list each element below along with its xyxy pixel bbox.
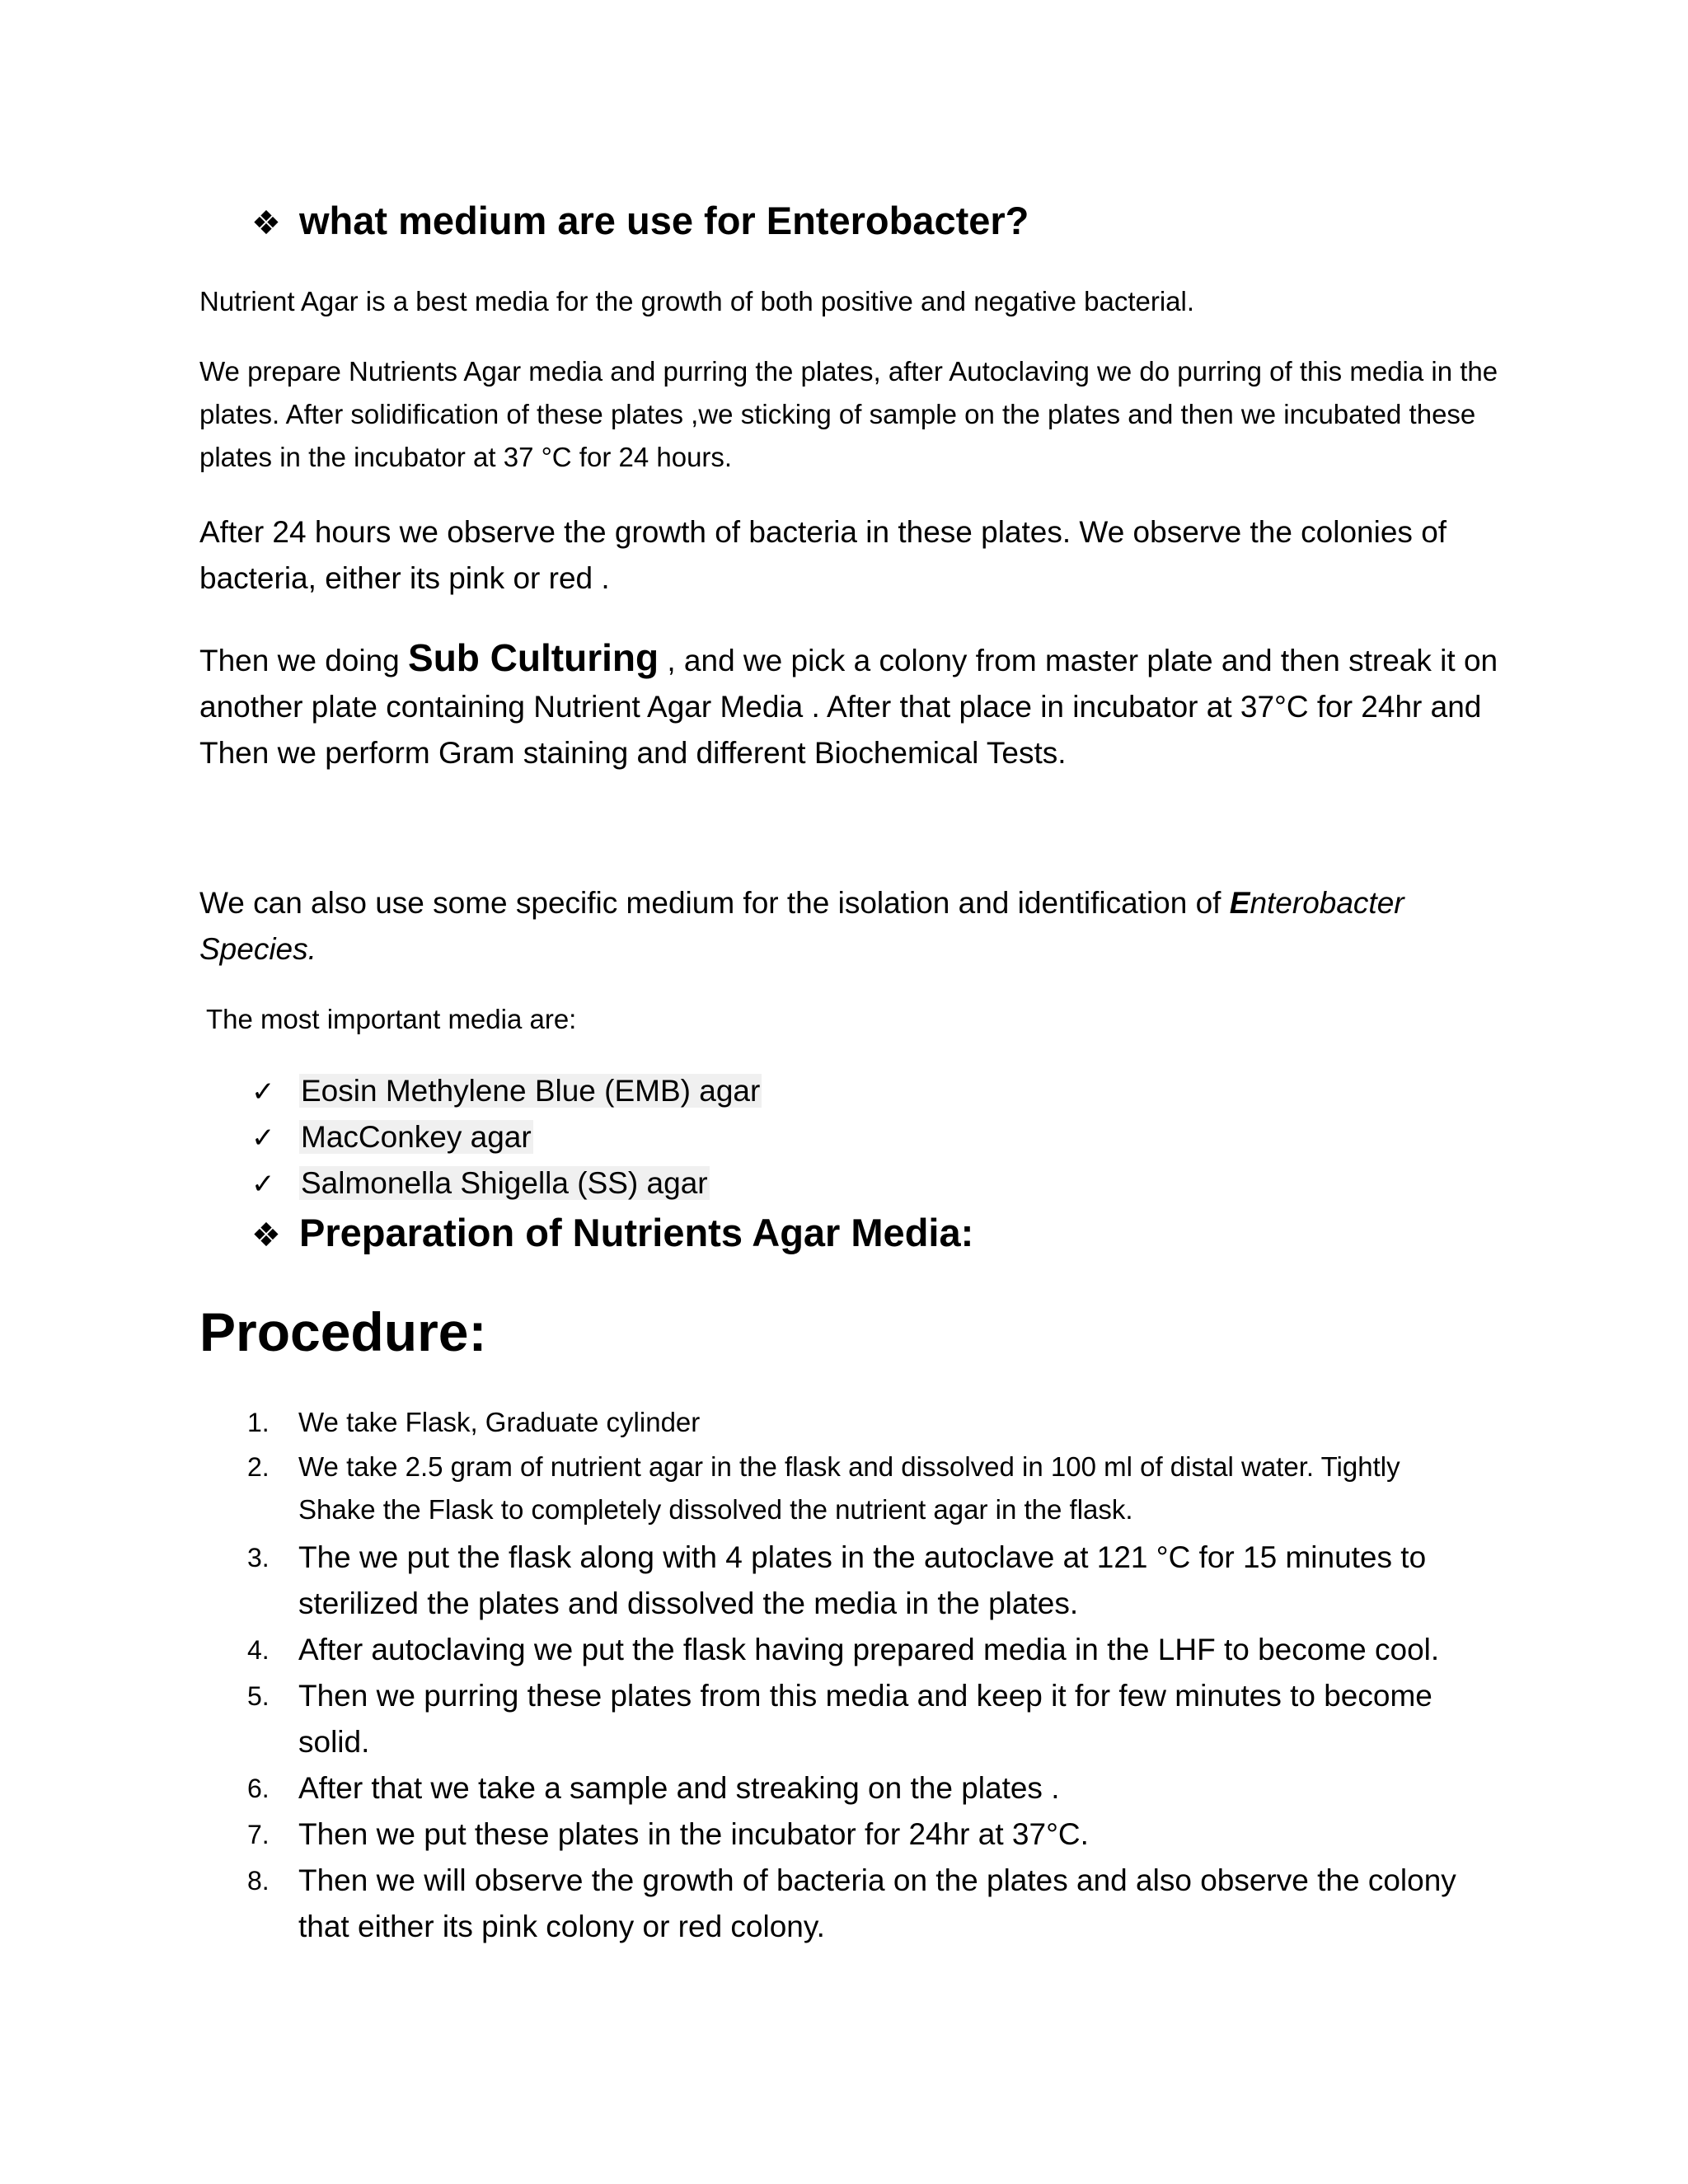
list-item bbox=[199, 1535, 1518, 1627]
step-number: 6. bbox=[247, 1774, 270, 1803]
media-name: Eosin Methylene Blue (EMB) agar bbox=[301, 1074, 761, 1108]
step-number: 8. bbox=[247, 1866, 270, 1896]
list-item bbox=[251, 1114, 762, 1160]
paragraph-observe-growth: After 24 hours we observe the growth of bacteria in these plates. We observe the colonies of bacteria, either its pink or red . bbox=[199, 515, 1447, 595]
heading-text: what medium are use for Enterobacter? bbox=[299, 199, 1029, 242]
sub-culturing-rest: , and we pick a colony from master plate and then streak it on another plate containing Nutrient Agar Media . After that place in incubator at 37°C for 24hr and Then we perform Gram staining and different Biochemical Tests. bbox=[199, 644, 1498, 770]
diamond-bullet-icon: ❖ bbox=[251, 1217, 281, 1254]
list-item bbox=[199, 1673, 1518, 1765]
section-heading-medium bbox=[251, 198, 1029, 243]
list-item bbox=[199, 1446, 1518, 1531]
media-name: MacConkey agar bbox=[301, 1120, 532, 1154]
section-heading-preparation bbox=[251, 1210, 973, 1255]
enterobacter-initial: E bbox=[1229, 886, 1250, 920]
media-checklist bbox=[251, 1068, 762, 1207]
sub-culturing-term: Sub Culturing bbox=[408, 636, 659, 679]
checkmark-icon: ✓ bbox=[251, 1076, 275, 1108]
list-item bbox=[251, 1160, 762, 1207]
sub-culturing-intro: Then we doing bbox=[199, 644, 409, 677]
media-name: Salmonella Shigella (SS) agar bbox=[301, 1166, 708, 1200]
checkmark-icon: ✓ bbox=[251, 1169, 275, 1200]
step-number: 3. bbox=[247, 1543, 270, 1572]
paragraph-sub-culturing bbox=[199, 635, 1518, 776]
procedure-steps bbox=[199, 1401, 1518, 1950]
step-number: 1. bbox=[247, 1408, 270, 1437]
step-number: 2. bbox=[247, 1452, 270, 1482]
step-text: We take Flask, Graduate cylinder bbox=[298, 1407, 701, 1437]
step-text: Then we purring these plates from this media and keep it for few minutes to become solid. bbox=[298, 1679, 1432, 1759]
paragraph-prepare-media: We prepare Nutrients Agar media and purring the plates, after Autoclaving we do purring of this media in the plates. After solidification of these plates ,we sticking of sample on the plates and then we incubated these plates in the incubator at 37 °C for 24 hours. bbox=[199, 356, 1498, 472]
list-item bbox=[199, 1765, 1518, 1811]
step-number: 5. bbox=[247, 1681, 270, 1711]
list-item bbox=[199, 1858, 1518, 1950]
step-number: 7. bbox=[247, 1820, 270, 1849]
paragraph-specific-medium bbox=[199, 880, 1518, 972]
step-text: Then we put these plates in the incubator for 24hr at 37°C. bbox=[298, 1817, 1089, 1851]
step-text: After autoclaving we put the flask having prepared media in the LHF to become cool. bbox=[298, 1633, 1440, 1666]
step-text: Then we will observe the growth of bacteria on the plates and also observe the colony that either its pink colony or red colony. bbox=[298, 1863, 1456, 1943]
list-item bbox=[199, 1401, 1518, 1444]
list-item bbox=[199, 1627, 1518, 1673]
step-number: 4. bbox=[247, 1635, 270, 1665]
list-item bbox=[251, 1068, 762, 1114]
media-list-intro: The most important media are: bbox=[206, 1004, 577, 1034]
step-text: The we put the flask along with 4 plates in the autoclave at 121 °C for 15 minutes to sterilized the plates and dissolved the media in the plates. bbox=[298, 1540, 1427, 1620]
heading-text: Preparation of Nutrients Agar Media: bbox=[299, 1211, 974, 1254]
list-item bbox=[199, 1811, 1518, 1858]
procedure-title: Procedure: bbox=[199, 1301, 487, 1362]
checkmark-icon: ✓ bbox=[251, 1122, 275, 1154]
specific-medium-intro: We can also use some specific medium for the isolation and identification of bbox=[199, 886, 1230, 920]
enterobacter-species: nterobacter Species. bbox=[199, 886, 1404, 966]
step-text: After that we take a sample and streaking on the plates . bbox=[298, 1771, 1060, 1805]
paragraph-nutrient-agar: Nutrient Agar is a best media for the growth of both positive and negative bacterial. bbox=[199, 286, 1195, 316]
diamond-bullet-icon: ❖ bbox=[251, 205, 281, 241]
step-text: We take 2.5 gram of nutrient agar in the flask and dissolved in 100 ml of distal water. Tightly Shake the Flask to completely dissolved the nutrient agar in the flask. bbox=[298, 1451, 1400, 1525]
